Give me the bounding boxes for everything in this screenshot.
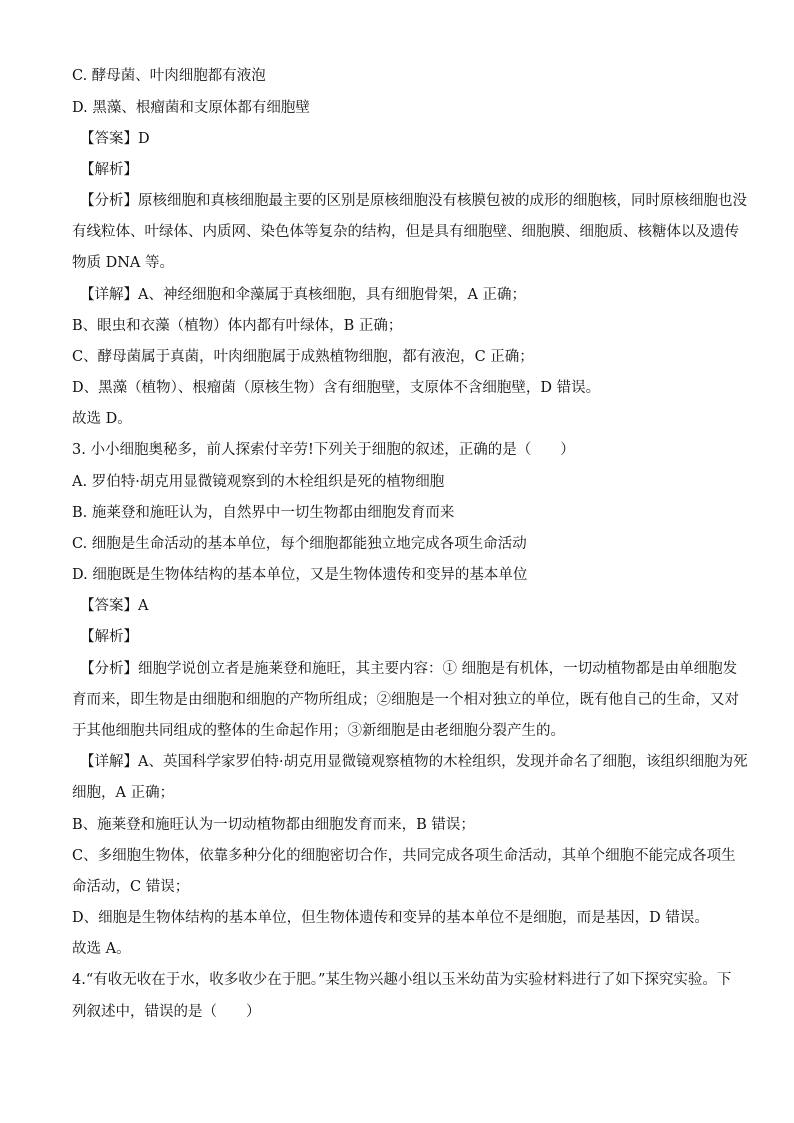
analysis-text: 【分析】细胞学说创立者是施莱登和施旺，其主要内容：① 细胞是有机体，一切动植物都是由单细胞发 bbox=[80, 661, 738, 677]
detail-text: C、多细胞生物体，依靠多种分化的细胞密切合作，共同完成各项生命活动，其单个细胞不能完成各项生 bbox=[72, 848, 736, 864]
choose-text: 故选 A。 bbox=[72, 941, 131, 957]
answer-label: 【答案】D bbox=[80, 131, 150, 147]
analysis-heading: 【解析】 bbox=[80, 629, 138, 645]
detail-text: D、细胞是生物体结构的基本单位，但生物体遗传和变异的基本单位不是细胞，而是基因，D 错误。 bbox=[72, 910, 709, 926]
analysis-text: 于其他细胞共同组成的整体的生命起作用；③新细胞是由老细胞分裂产生的。 bbox=[72, 723, 565, 739]
detail-text: C、酵母菌属于真菌，叶肉细胞属于成熟植物细胞，都有液泡，C 正确； bbox=[72, 349, 534, 365]
detail-text: 细胞，A 正确； bbox=[72, 785, 175, 801]
detail-text: 【详解】A、神经细胞和伞藻属于真核细胞，具有细胞骨架，A 正确； bbox=[80, 287, 527, 303]
analysis-text: 【分析】原核细胞和真核细胞最主要的区别是原核细胞没有核膜包被的成形的细胞核，同时原核细胞也没 bbox=[80, 193, 747, 209]
question-3: 3. 小小细胞奥秘多，前人探索付辛劳!下列关于细胞的叙述，正确的是（ ） bbox=[72, 442, 575, 458]
detail-text: 【详解】A、英国科学家罗伯特·胡克用显微镜观察植物的木栓组织，发现并命名了细胞，该组织细胞为死 bbox=[80, 754, 748, 770]
detail-text: 命活动，C 错误； bbox=[72, 879, 190, 895]
analysis-heading: 【解析】 bbox=[80, 162, 138, 178]
question-4: 列叙述中，错误的是（ ） bbox=[72, 1004, 261, 1020]
choose-text: 故选 D。 bbox=[72, 411, 132, 427]
answer-label: 【答案】A bbox=[80, 598, 149, 614]
option-a: A. 罗伯特·胡克用显微镜观察到的木栓组织是死的植物细胞 bbox=[72, 474, 445, 490]
detail-text: B、施莱登和施旺认为一切动植物都由细胞发育而来，B 错误； bbox=[72, 817, 475, 833]
detail-text: B、眼虫和衣藻（植物）体内都有叶绿体，B 正确； bbox=[72, 318, 403, 334]
option-c: C. 酵母菌、叶肉细胞都有液泡 bbox=[72, 68, 266, 84]
analysis-text: 育而来，即生物是由细胞和细胞的产物所组成；②细胞是一个相对独立的单位，既有他自己的生命，又对 bbox=[72, 692, 739, 708]
option-d: D. 黑藻、根瘤菌和支原体都有细胞壁 bbox=[72, 100, 310, 116]
detail-text: D、黑藻（植物）、根瘤菌（原核生物）含有细胞壁，支原体不含细胞壁，D 错误。 bbox=[72, 380, 601, 396]
analysis-text: 有线粒体、叶绿体、内质网、染色体等复杂的结构，但是具有细胞壁、细胞膜、细胞质、核糖体以及遗传 bbox=[72, 224, 739, 240]
option-b: B. 施莱登和施旺认为，自然界中一切生物都由细胞发育而来 bbox=[72, 505, 455, 521]
analysis-text: 物质 DNA 等。 bbox=[72, 255, 175, 271]
option-d: D. 细胞既是生物体结构的基本单位，又是生物体遗传和变异的基本单位 bbox=[72, 567, 528, 583]
question-4: 4.“有收无收在于水，收多收少在于肥。”某生物兴趣小组以玉米幼苗为实验材料进行了如下探究实验。下 bbox=[72, 972, 732, 988]
option-c: C. 细胞是生命活动的基本单位，每个细胞都能独立地完成各项生命活动 bbox=[72, 536, 527, 552]
